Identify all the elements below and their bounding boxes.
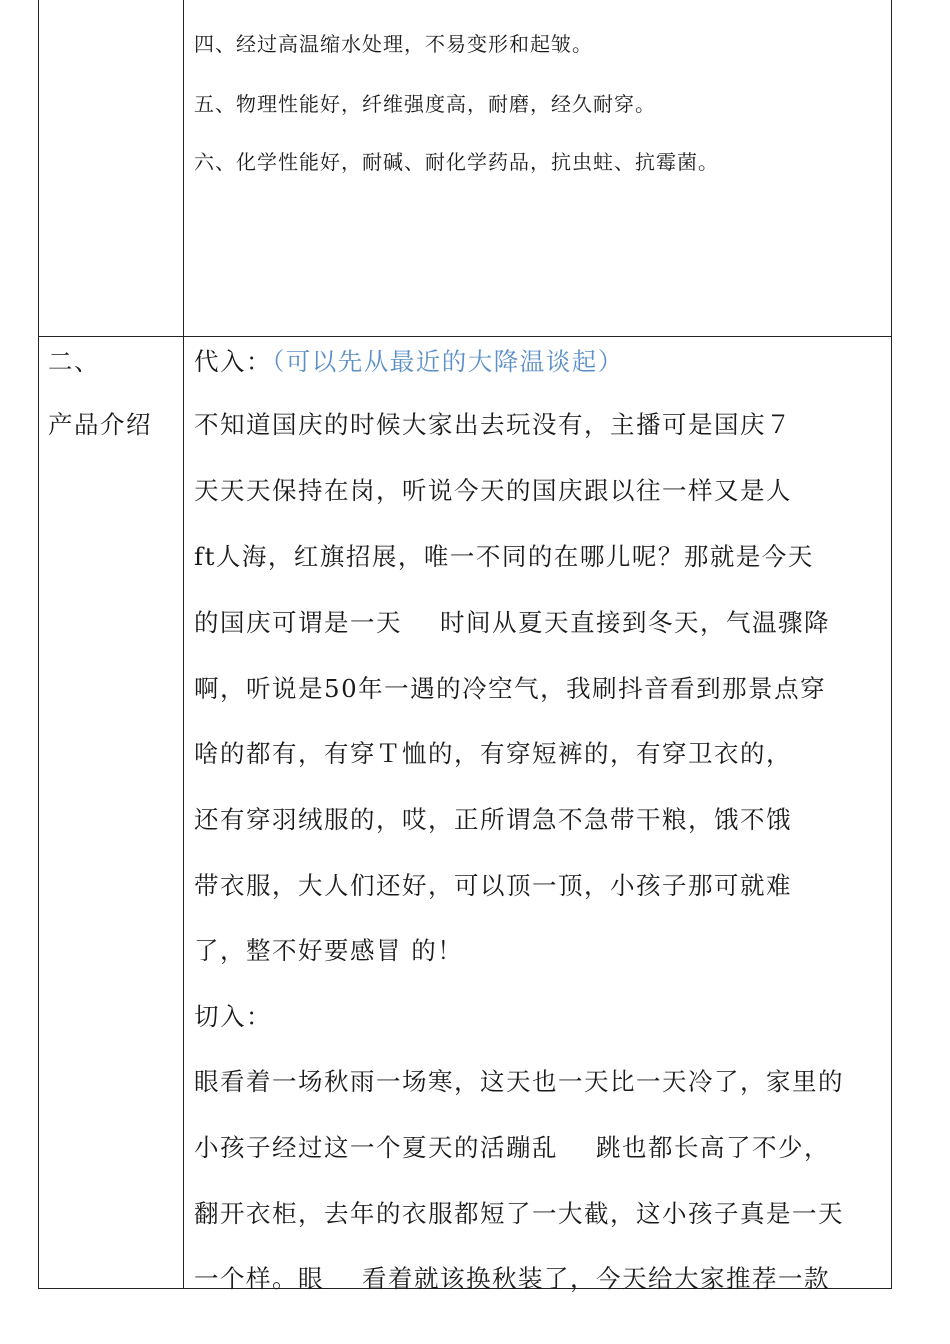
column-divider bbox=[183, 0, 184, 1289]
intro-label: 代入： bbox=[194, 347, 272, 376]
cut-line bbox=[194, 1129, 830, 1164]
feature-line-6: 六、化学性能好，耐碱、耐化学药品，抗虫蛀、抗霉菌。 bbox=[194, 150, 719, 174]
cut-line-part: 小孩子经过这一个夏天的活蹦乱 bbox=[194, 1133, 558, 1162]
cut-line: 眼看着一场秋雨一场寒，这天也一天比一天冷了，家里的 bbox=[194, 1067, 844, 1096]
feature-line-5: 五、物理性能好，纤维强度高，耐磨，经久耐穿。 bbox=[194, 92, 656, 116]
cut-heading: 切入： bbox=[194, 1002, 272, 1031]
intro-line: 不知道国庆的时候大家出去玩没有，主播可是国庆７ bbox=[194, 410, 792, 439]
section-number: 二、 bbox=[48, 347, 100, 376]
intro-line-part: 时间从夏天直接到冬天，气温骤降 bbox=[440, 608, 830, 637]
intro-line: 天天天保持在岗，听说今天的国庆跟以往一样又是人 bbox=[194, 476, 792, 505]
cut-line-part: 跳也都长高了不少， bbox=[596, 1133, 830, 1162]
intro-line: ft人海，红旗招展，唯一不同的在哪儿呢？那就是今天 bbox=[194, 542, 814, 571]
intro-line bbox=[194, 604, 830, 639]
row-divider bbox=[38, 336, 892, 337]
cut-line-part: 一个样。眼 bbox=[194, 1264, 324, 1293]
intro-line: 还有穿羽绒服的，哎，正所谓急不急带干粮，饿不饿 bbox=[194, 805, 792, 834]
intro-line-part: 的国庆可谓是一天 bbox=[194, 608, 402, 637]
intro-line: 啊，听说是50年一遇的冷空气，我刷抖音看到那景点穿 bbox=[194, 674, 827, 703]
intro-hint: （可以先从最近的大降温谈起） bbox=[272, 347, 624, 376]
intro-line: 了，整不好要感冒 的！ bbox=[194, 936, 464, 965]
feature-line-4: 四、经过高温缩水处理，不易变形和起皱。 bbox=[194, 32, 593, 56]
intro-line: 带衣服，大人们还好，可以顶一顶，小孩子那可就难 bbox=[194, 871, 792, 900]
intro-heading bbox=[194, 343, 624, 378]
cut-line: 翻开衣柜，去年的衣服都短了一大截，这小孩子真是一天 bbox=[194, 1199, 844, 1228]
section-title: 产品介绍 bbox=[48, 410, 152, 439]
intro-line: 啥的都有，有穿Ｔ恤的，有穿短裤的，有穿卫衣的， bbox=[194, 739, 792, 768]
cut-line-part: 看着就该换秋装了，今天给大家推荐一款 bbox=[362, 1264, 830, 1293]
cut-line bbox=[194, 1260, 830, 1295]
